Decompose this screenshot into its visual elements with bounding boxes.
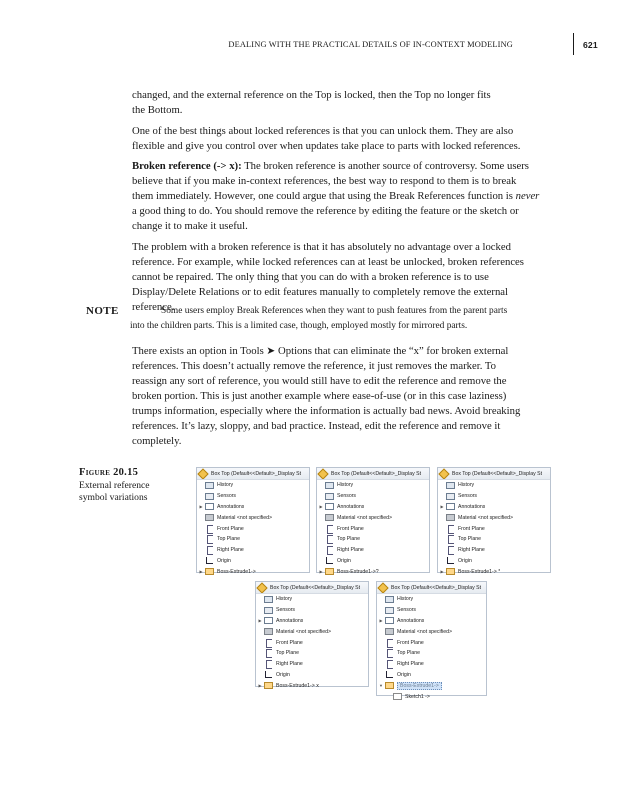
note-block <box>86 304 581 334</box>
figure-caption-line-1: External reference <box>79 479 150 491</box>
sensors-icon <box>325 493 334 500</box>
figure-number: Figure 20.15 <box>79 467 139 478</box>
tree-item-front-plane[interactable] <box>197 523 309 534</box>
tree-item-label: Top Plane <box>276 650 300 657</box>
paragraph-5-line-4: broken portion. This is just another example where ease-of-use (or in this case laziness) <box>132 390 507 402</box>
part-icon <box>379 584 388 591</box>
tree-title-row <box>317 468 429 480</box>
annotations-icon <box>325 503 334 510</box>
tree-item-label: Annotations <box>397 617 425 624</box>
feature-tree-panel-1 <box>196 467 310 573</box>
origin-icon <box>205 557 214 564</box>
tree-item-label: Boss-Extrude1-> x <box>276 682 319 689</box>
expand-arrow-icon[interactable]: ▶ <box>319 504 323 510</box>
tree-item-label: Top Plane <box>397 650 421 657</box>
tree-item-label: Top Plane <box>458 536 482 543</box>
extrude-icon <box>385 682 394 689</box>
tree-item-label: Top Plane <box>217 536 241 543</box>
paragraph-3-line-5: change it to make it useful. <box>132 220 248 232</box>
sensors-icon <box>205 493 214 500</box>
plane-icon <box>446 546 455 554</box>
paragraph-5-text <box>132 344 577 449</box>
tree-item-origin[interactable] <box>377 670 486 681</box>
tree-item-label: Sensors <box>276 607 296 614</box>
tree-item-history[interactable] <box>438 480 550 491</box>
tree-item-boss-extrude[interactable] <box>256 680 368 691</box>
sketch-icon <box>393 693 402 700</box>
tree-item-label: Origin <box>337 557 351 564</box>
tree-item-label: Annotations <box>217 503 245 510</box>
tree-item-label: Annotations <box>458 503 486 510</box>
tree-item-boss-extrude[interactable] <box>377 680 486 691</box>
tree-item-label: Material <not specified> <box>458 514 514 521</box>
tree-item-origin[interactable] <box>197 556 309 567</box>
part-icon <box>258 584 267 591</box>
tree-item-label: Top Plane <box>337 536 361 543</box>
sensors-icon <box>385 607 394 614</box>
tree-item-label: Annotations <box>276 617 304 624</box>
plane-icon <box>264 649 273 657</box>
sensors-icon <box>264 607 273 614</box>
feature-tree-panel-4 <box>255 581 369 687</box>
paragraph-4-line-4: Display/Delete Relations or to edit features manually to completely remove the external <box>132 285 509 298</box>
paragraph-1-line-1: changed, and the external reference on the Top is locked, then the Top no longer fits <box>132 89 491 101</box>
tree-title-row <box>438 468 550 480</box>
tree-item-label: Sensors <box>397 607 417 614</box>
annotations-icon <box>446 503 455 510</box>
tree-item-label: Material <not specified> <box>397 628 453 635</box>
paragraph-3-line-1: The broken reference is another source of controversy. Some users <box>241 160 529 172</box>
tree-item-label: Sketch1 -> <box>405 693 430 700</box>
tree-item-annotations[interactable] <box>197 502 309 513</box>
history-icon <box>325 482 334 489</box>
paragraph-1 <box>132 88 577 118</box>
tree-item-boss-extrude[interactable] <box>197 566 309 577</box>
plane-icon <box>264 639 273 647</box>
paragraph-5-line-7: completely. <box>132 435 182 447</box>
plane-icon <box>205 525 214 533</box>
tree-item-label: History <box>337 482 354 489</box>
plane-icon <box>205 546 214 554</box>
expand-arrow-icon[interactable]: ▶ <box>379 618 383 624</box>
annotations-icon <box>205 503 214 510</box>
expand-arrow-icon[interactable]: ▶ <box>258 683 262 689</box>
tree-item-label: Front Plane <box>397 639 424 646</box>
feature-tree-panel-2 <box>316 467 430 573</box>
tree-item-label: Sensors <box>458 493 478 500</box>
tree-item-top-plane[interactable] <box>438 534 550 545</box>
tree-item-label: Boss-Extrude1-> * <box>458 568 501 575</box>
note-line-1: Some users employ Break References when they want to push features from the parent parts <box>161 306 508 316</box>
figure-caption <box>79 467 179 505</box>
material-icon <box>325 514 334 521</box>
material-icon <box>385 628 394 635</box>
tree-item-label: History <box>217 482 234 489</box>
tree-item-label: Material <not specified> <box>337 514 393 521</box>
tree-title-row <box>256 582 368 594</box>
tree-item-label: Origin <box>397 671 411 678</box>
origin-icon <box>325 557 334 564</box>
tree-item-material[interactable] <box>317 512 429 523</box>
tree-item-right-plane[interactable] <box>256 659 368 670</box>
tree-item-boss-extrude[interactable] <box>438 566 550 577</box>
history-icon <box>264 596 273 603</box>
tree-title-row <box>377 582 486 594</box>
expand-arrow-icon[interactable]: ▶ <box>199 569 203 575</box>
expand-arrow-icon[interactable]: ▼ <box>379 683 383 689</box>
tree-item-label: Sensors <box>337 493 357 500</box>
tree-item-sensors[interactable] <box>377 605 486 616</box>
tree-title: Box Top (Default<<Default>_Display St <box>270 584 361 591</box>
tree-item-sensors[interactable] <box>438 491 550 502</box>
tree-item-history[interactable] <box>256 594 368 605</box>
paragraph-5-line-6: references. It’s lazy, sloppy, and bad practice. Instead, edit the reference and remove it <box>132 420 501 432</box>
paragraph-3-line-3: them immediately. However, one could argue that using the Break References function is <box>132 190 516 202</box>
running-head-title: DEALING WITH THE PRACTICAL DETAILS OF IN-CONTEXT MODELING <box>228 40 513 49</box>
tree-item-label: Origin <box>276 671 290 678</box>
tree-item-label: Front Plane <box>217 525 244 532</box>
tree-item-right-plane[interactable] <box>317 545 429 556</box>
extrude-icon <box>264 682 273 689</box>
tree-item-label: History <box>458 482 475 489</box>
tree-item-label: History <box>397 596 414 603</box>
feature-tree-panel-3 <box>437 467 551 573</box>
tree-item-label: Material <not specified> <box>276 628 332 635</box>
tree-item-right-plane[interactable] <box>197 545 309 556</box>
paragraph-3 <box>132 159 577 234</box>
paragraph-4-line-1: The problem with a broken reference is that it has absolutely no advantage over a locked <box>132 240 511 253</box>
tree-item-annotations[interactable] <box>317 502 429 513</box>
origin-icon <box>385 671 394 678</box>
tree-title: Box Top (Default<<Default>_Display St <box>331 470 422 477</box>
extrude-icon <box>205 568 214 575</box>
paragraph-5-line-1: There exists an option in Tools ➤ Options that can eliminate the “x” for broken external <box>132 345 509 357</box>
tree-item-label: Right Plane <box>397 661 424 668</box>
tree-item-label: History <box>276 596 293 603</box>
plane-icon <box>446 525 455 533</box>
plane-icon <box>385 639 394 647</box>
history-icon <box>385 596 394 603</box>
expand-arrow-icon[interactable]: ▶ <box>440 569 444 575</box>
part-icon <box>199 470 208 477</box>
broken-reference-term: Broken reference (-> x): <box>132 160 242 172</box>
tree-item-label: Origin <box>458 557 472 564</box>
running-head-divider <box>573 33 574 55</box>
plane-icon <box>325 525 334 533</box>
material-icon <box>205 514 214 521</box>
tree-item-label: Boss-Extrude1->? <box>337 568 379 575</box>
tree-item-front-plane[interactable] <box>377 637 486 648</box>
paragraph-4-line-3: cannot be repaired. The only thing that you can do with a broken reference is to use <box>132 270 489 283</box>
tree-item-label: Front Plane <box>337 525 364 532</box>
note-text <box>130 304 581 334</box>
tree-item-boss-extrude[interactable] <box>317 566 429 577</box>
tree-item-origin[interactable] <box>438 556 550 567</box>
running-head <box>228 37 598 53</box>
tree-item-right-plane[interactable] <box>377 659 486 670</box>
tree-item-material[interactable] <box>438 512 550 523</box>
expand-arrow-icon[interactable]: ▶ <box>199 504 203 510</box>
tree-item-annotations[interactable] <box>256 616 368 627</box>
paragraph-5 <box>132 344 577 449</box>
expand-arrow-icon[interactable]: ▶ <box>319 569 323 575</box>
body-text <box>132 88 577 320</box>
expand-arrow-icon[interactable]: ▶ <box>258 618 262 624</box>
tree-item-history[interactable] <box>197 480 309 491</box>
tree-item-origin[interactable] <box>256 670 368 681</box>
sensors-icon <box>446 493 455 500</box>
paragraph-1-line-2: the Bottom. <box>132 104 183 116</box>
tree-item-label: Origin <box>217 557 231 564</box>
tree-item-top-plane[interactable] <box>377 648 486 659</box>
figure-caption-line-2: symbol variations <box>79 492 148 503</box>
material-icon <box>446 514 455 521</box>
tree-item-sensors[interactable] <box>256 605 368 616</box>
tree-item-sensors[interactable] <box>197 491 309 502</box>
plane-icon <box>446 535 455 543</box>
tree-item-material[interactable] <box>197 512 309 523</box>
history-icon <box>446 482 455 489</box>
tree-item-label: Annotations <box>337 503 365 510</box>
origin-icon <box>446 557 455 564</box>
tree-title: Box Top (Default<<Default>_Display St <box>391 584 482 591</box>
paragraph-5-line-5: trumps information, especially where the information is actually bad news. Avoid breaking <box>132 405 521 417</box>
tree-item-label: Sensors <box>217 493 237 500</box>
paragraph-4-line-5: reference. <box>132 300 175 313</box>
paragraph-2-line-1: One of the best things about locked references is that you can unlock them. They are also <box>132 124 514 137</box>
tree-item-annotations[interactable] <box>438 502 550 513</box>
plane-icon <box>385 649 394 657</box>
paragraph-2 <box>132 124 577 154</box>
tree-item-sketch[interactable] <box>377 691 486 702</box>
tree-item-front-plane[interactable] <box>438 523 550 534</box>
tree-item-right-plane[interactable] <box>438 545 550 556</box>
annotations-icon <box>385 617 394 624</box>
paragraph-5-line-3: reassign any sort of reference, you would still have to edit the reference and remove the <box>132 375 507 387</box>
tree-item-label: Right Plane <box>458 547 485 554</box>
feature-tree-panel-5 <box>376 581 487 700</box>
tree-item-label: Front Plane <box>458 525 485 532</box>
annotations-icon <box>264 617 273 624</box>
paragraph-3-line-4: a good thing to do. You should remove the reference by editing the feature or the sketch or <box>132 205 519 217</box>
tree-item-history[interactable] <box>377 594 486 605</box>
part-icon <box>440 470 449 477</box>
tree-title-row <box>197 468 309 480</box>
emphasis-never: never <box>515 190 540 202</box>
plane-icon <box>264 660 273 668</box>
plane-icon <box>325 535 334 543</box>
note-line-2: into the children parts. This is a limited case, though, employed mostly for mirrored parts. <box>130 321 468 331</box>
tree-item-material[interactable] <box>256 626 368 637</box>
extrude-icon <box>325 568 334 575</box>
origin-icon <box>264 671 273 678</box>
history-icon <box>205 482 214 489</box>
note-label: NOTE <box>86 305 119 317</box>
expand-arrow-icon[interactable]: ▶ <box>440 504 444 510</box>
tree-item-top-plane[interactable] <box>197 534 309 545</box>
tree-item-label: Front Plane <box>276 639 303 646</box>
tree-item-history[interactable] <box>317 480 429 491</box>
paragraph-3-line-2: believe that if you make in-context references, the best way to respond to them is to break <box>132 175 517 187</box>
tree-item-label: Right Plane <box>217 547 244 554</box>
extrude-icon <box>446 568 455 575</box>
tree-item-annotations[interactable] <box>377 616 486 627</box>
tree-item-origin[interactable] <box>317 556 429 567</box>
tree-item-front-plane[interactable] <box>317 523 429 534</box>
tree-item-label: Boss-Extrude1-> <box>217 568 256 575</box>
tree-item-material[interactable] <box>377 626 486 637</box>
tree-item-label: Material <not specified> <box>217 514 273 521</box>
plane-icon <box>385 660 394 668</box>
material-icon <box>264 628 273 635</box>
tree-title: Box Top (Default<<Default>_Display St <box>452 470 543 477</box>
plane-icon <box>205 535 214 543</box>
tree-item-top-plane[interactable] <box>256 648 368 659</box>
tree-item-label: Right Plane <box>337 547 364 554</box>
tree-item-label: Right Plane <box>276 661 303 668</box>
paragraph-4-line-2: reference. For example, while locked references can at least be unlocked, broken references <box>132 255 524 268</box>
tree-item-front-plane[interactable] <box>256 637 368 648</box>
tree-item-top-plane[interactable] <box>317 534 429 545</box>
paragraph-2-line-2: flexible and give you control over when updates take place to parts with locked references. <box>132 139 521 152</box>
page-number: 621 <box>583 40 598 50</box>
plane-icon <box>325 546 334 554</box>
paragraph-5-line-2: references. This doesn’t actually remove the reference, it just removes the marker. To <box>132 360 496 372</box>
tree-item-sensors[interactable] <box>317 491 429 502</box>
tree-title: Box Top (Default<<Default>_Display St <box>211 470 302 477</box>
part-icon <box>319 470 328 477</box>
tree-item-label-selected: Boss-Extrude1-> <box>397 682 442 690</box>
